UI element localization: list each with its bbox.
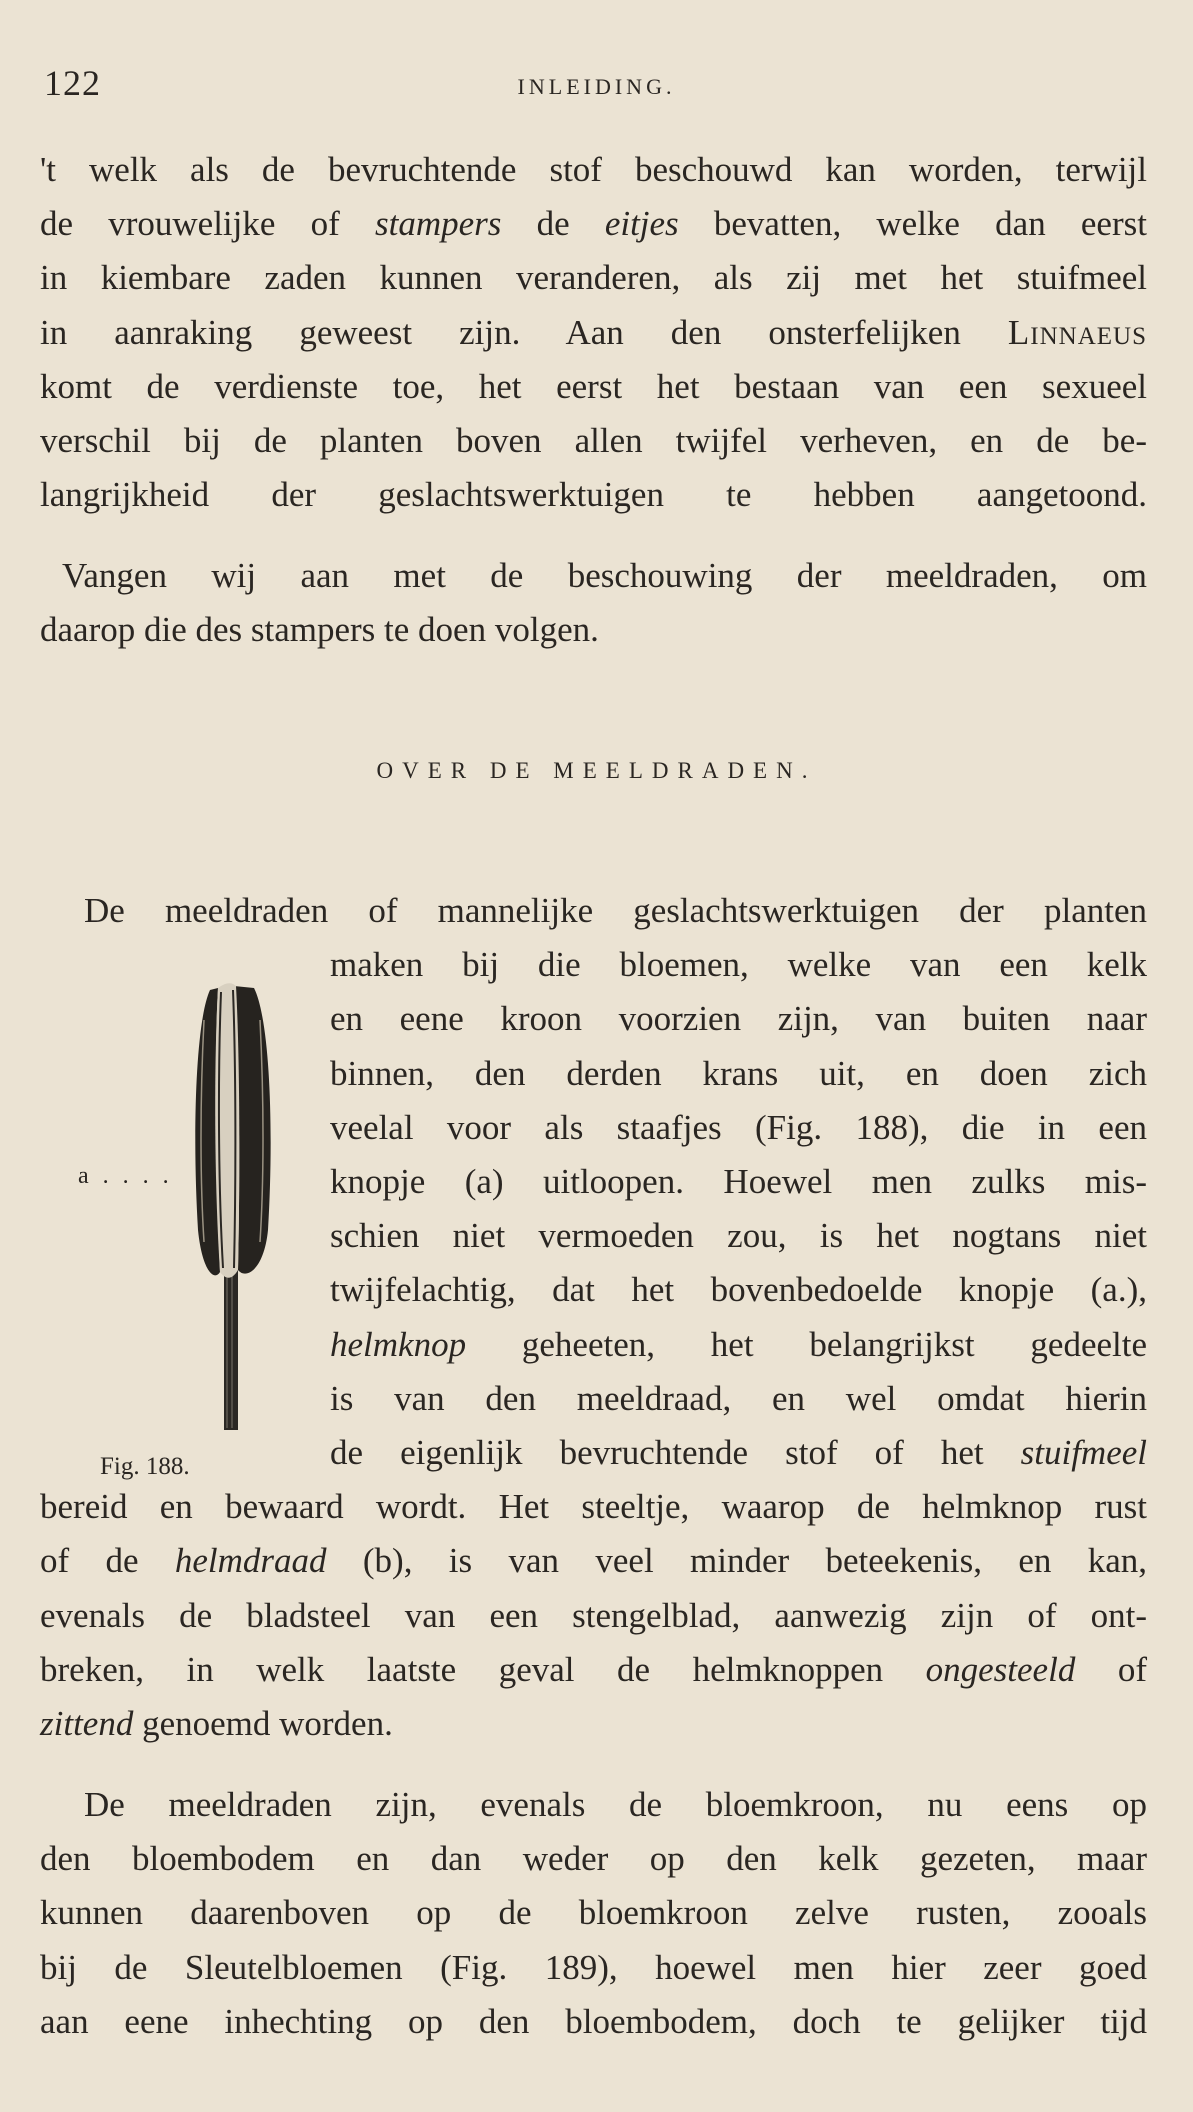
text-segment: de bbox=[501, 204, 605, 244]
text-line bbox=[62, 556, 1147, 596]
text-line bbox=[40, 1541, 1147, 1581]
text-segment: (b), is van veel minder beteekenis, en kan, bbox=[326, 1541, 1147, 1581]
text-segment: breken, in welk laatste geval de helmknoppen bbox=[40, 1649, 926, 1689]
text-line bbox=[40, 2002, 1147, 2042]
text-segment: helmknop bbox=[330, 1324, 467, 1364]
text-segment: de eigenlijk bevruchtende stof of het bbox=[330, 1433, 1021, 1472]
text-segment: Vangen wij aan met de beschouwing der meeldraden, om bbox=[62, 556, 1147, 595]
text-segment: langrijkheid der geslachtswerktuigen te hebben aangetoond. bbox=[40, 475, 1147, 515]
text-segment: evenals de bladsteel van een stengelblad, aanwezig zijn of ont- bbox=[40, 1595, 1147, 1635]
text-segment: zittend bbox=[40, 1704, 134, 1743]
text-segment: De meeldraden of mannelijke geslachtswerktuigen der planten bbox=[84, 891, 1147, 930]
text-segment: bij de Sleutelbloemen (Fig. 189), hoewel men hier zeer goed bbox=[40, 1947, 1147, 1987]
text-line bbox=[330, 1108, 1147, 1148]
text-segment: verschil bij de planten boven allen twijfel verheven, en de be- bbox=[40, 421, 1147, 460]
text-line bbox=[40, 610, 1147, 650]
text-line bbox=[84, 1785, 1147, 1825]
stamen-illustration bbox=[190, 980, 275, 1435]
text-segment: 't welk als de bevruchtende stof beschouwd kan worden, terwijl bbox=[40, 150, 1147, 189]
text-line bbox=[330, 1216, 1147, 1256]
text-line bbox=[40, 1948, 1147, 1988]
text-segment: kunnen daarenboven op de bloemkroon zelve rusten, zooals bbox=[40, 1893, 1147, 1933]
section-title: OVER DE MEELDRADEN. bbox=[376, 758, 817, 783]
page-header bbox=[44, 62, 1149, 112]
text-line bbox=[40, 1487, 1147, 1527]
text-segment: daarop die des stampers te doen volgen. bbox=[40, 610, 599, 650]
text-segment: stuifmeel bbox=[1020, 1433, 1147, 1472]
text-segment: is van den meeldraad, en wel omdat hierin bbox=[330, 1378, 1147, 1418]
text-segment: ongesteeld bbox=[925, 1649, 1076, 1689]
text-segment: binnen, den derden krans uit, en doen zich bbox=[330, 1053, 1147, 1093]
text-segment: schien niet vermoeden zou, is het nogtans niet bbox=[330, 1216, 1147, 1256]
text-line bbox=[40, 1704, 1147, 1744]
text-segment: den bloembodem en dan weder op den kelk gezeten, maar bbox=[40, 1839, 1147, 1879]
text-line bbox=[84, 891, 1147, 931]
page-number: 122 bbox=[44, 63, 101, 103]
text-line bbox=[40, 1839, 1147, 1879]
text-line bbox=[330, 1325, 1147, 1365]
text-line bbox=[330, 1162, 1147, 1202]
text-segment: veelal voor als staafjes (Fig. 188), die in een bbox=[330, 1107, 1147, 1147]
text-line bbox=[40, 1596, 1147, 1636]
text-line bbox=[330, 1270, 1147, 1310]
text-segment: of bbox=[1075, 1649, 1148, 1689]
text-segment: genoemd worden. bbox=[133, 1704, 393, 1743]
text-segment: geheeten, het belangrijkst gedeelte bbox=[466, 1324, 1147, 1364]
text-segment: maken bij die bloemen, welke van een kelk bbox=[330, 945, 1147, 985]
text-segment: De meeldraden zijn, evenals de bloemkroon, nu eens op bbox=[84, 1785, 1147, 1824]
text-line bbox=[40, 421, 1147, 461]
text-segment: en eene kroon voorzien zijn, van buiten naar bbox=[330, 999, 1147, 1039]
text-segment: twijfelachtig, dat het bovenbedoelde knopje (a.), bbox=[330, 1270, 1147, 1310]
figure-caption: Fig. 188. bbox=[100, 1453, 190, 1480]
text-line bbox=[330, 1379, 1147, 1419]
text-segment: bevatten, welke dan eerst bbox=[678, 204, 1147, 244]
text-line bbox=[40, 150, 1147, 190]
text-line bbox=[40, 475, 1147, 515]
text-segment: in aanraking geweest zijn. Aan den onsterfelijken bbox=[40, 312, 1008, 352]
text-line bbox=[40, 1650, 1147, 1690]
text-segment: komt de verdienste toe, het eerst het bestaan van een sexueel bbox=[40, 366, 1147, 406]
text-segment: de vrouwelijke of bbox=[40, 204, 375, 244]
text-segment: aan eene inhechting op den bloembodem, doch te gelijker tijd bbox=[40, 2001, 1147, 2041]
text-segment: bereid en bewaard wordt. Het steeltje, waarop de helmknop rust bbox=[40, 1487, 1147, 1527]
text-segment: knopje (a) uitloopen. Hoewel men zulks mis- bbox=[330, 1162, 1147, 1201]
text-segment: stampers bbox=[374, 204, 502, 244]
text-line bbox=[40, 367, 1147, 407]
text-line bbox=[330, 945, 1147, 985]
text-segment: of de bbox=[40, 1541, 175, 1581]
text-segment: helmdraad bbox=[174, 1541, 327, 1581]
text-line bbox=[40, 1893, 1147, 1933]
text-line bbox=[330, 999, 1147, 1039]
text-line bbox=[40, 204, 1147, 244]
text-line bbox=[330, 1054, 1147, 1094]
text-line bbox=[40, 258, 1147, 298]
text-segment: eitjes bbox=[604, 204, 679, 244]
text-segment: Linnaeus bbox=[1007, 312, 1147, 352]
text-line bbox=[40, 313, 1147, 353]
figure-label-a: a . . . . bbox=[78, 1163, 173, 1189]
text-segment: in kiembare zaden kunnen veranderen, als zij met het stuifmeel bbox=[40, 258, 1147, 298]
running-head: INLEIDING. bbox=[517, 74, 676, 99]
text-line bbox=[330, 1433, 1147, 1473]
